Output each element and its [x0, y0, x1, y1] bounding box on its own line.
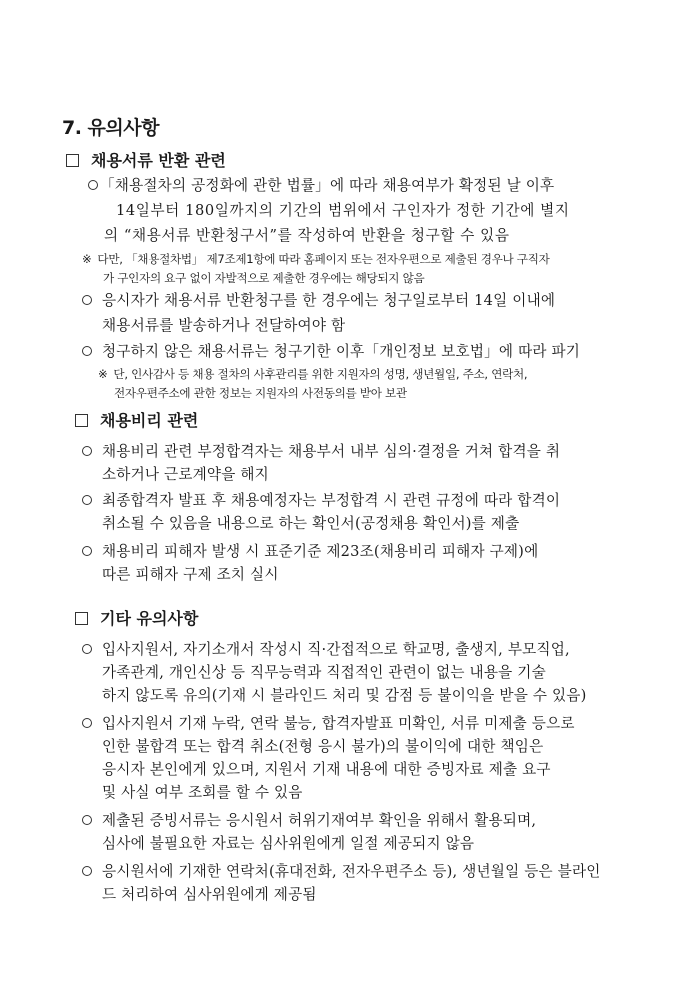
item-line: 응시자 본인에게 있으며, 지원서 기재 내용에 대한 증빙자료 제출 요구 [102, 761, 551, 778]
circle-bullet-icon [88, 180, 98, 190]
item-line: 채용서류를 발송하거나 전달하여야 함 [102, 317, 346, 334]
note-line: 가 구인자의 요구 없이 자발적으로 제출한 경우에는 해당되지 않음 [103, 271, 425, 285]
item-line: 입사지원서 기재 누락, 연락 불능, 합격자발표 미확인, 서류 미제출 등으로 [102, 715, 575, 732]
note-item [82, 251, 550, 267]
reference-mark-icon: ※ [98, 367, 108, 381]
circle-bullet-icon [82, 446, 92, 456]
item-line: 「채용절차의 공정화에 관한 법률」에 따라 채용여부가 확정된 날 이후 [100, 177, 555, 194]
circle-bullet-icon [82, 546, 92, 556]
item-line: 심사에 불필요한 자료는 심사위원에게 일절 제공되지 않음 [102, 835, 475, 852]
note-item [98, 366, 527, 382]
note-line: 단, 인사감사 등 채용 절차의 사후관리를 위한 지원자의 성명, 생년월일, 주소, 연락처, [113, 367, 528, 381]
item-line: 응시자가 채용서류 반환청구를 한 경우에는 청구일로부터 14일 이내에 [102, 292, 556, 309]
item-line: 따른 피해자 구제 조치 실시 [102, 566, 279, 583]
page-title: 7. 유의사항 [62, 117, 159, 139]
list-item [82, 712, 575, 733]
circle-bullet-icon [82, 866, 92, 876]
item-line: 하지 않도록 유의(기재 시 블라인드 처리 및 감점 등 불이익을 받을 수 있음) [102, 687, 587, 704]
item-line: 드 처리하여 심사위원에게 제공됨 [102, 886, 317, 903]
list-item [82, 540, 538, 561]
list-item [82, 638, 570, 659]
list-item [82, 860, 601, 881]
note-line: 다만, 「채용절차법」 제7조제1항에 따라 홈페이지 또는 전자우편으로 제출된 경우나 구직자 [97, 252, 550, 266]
item-line: 의 “채용서류 반환청구서”를 작성하여 반환을 청구할 수 있음 [104, 227, 510, 244]
checkbox-square-icon [66, 154, 79, 167]
list-item [82, 809, 536, 830]
circle-bullet-icon [82, 644, 92, 654]
item-line: 입사지원서, 자기소개서 작성시 직·간접적으로 학교명, 출생지, 부모직업, [102, 641, 570, 658]
note-line: 전자우편주소에 관한 정보는 지원자의 사전동의를 받아 보관 [114, 386, 407, 400]
item-line: 14일부터 180일까지의 기간의 범위에서 구인자가 정한 기간에 별지 [116, 202, 570, 219]
checkbox-square-icon [75, 612, 88, 625]
item-line: 소하거나 근로계약을 해지 [102, 466, 269, 483]
item-line: 가족관계, 개인신상 등 직무능력과 직접적인 관련이 없는 내용을 기술 [102, 664, 546, 681]
item-line: 인한 불합격 또는 합격 취소(전형 응시 불가)의 불이익에 대한 책임은 [102, 738, 544, 755]
section-heading-text: 기타 유의사항 [100, 609, 199, 628]
item-line: 취소될 수 있음을 내용으로 하는 확인서(공정채용 확인서)를 제출 [102, 515, 520, 532]
checkbox-square-icon [75, 414, 88, 427]
list-item [88, 174, 554, 195]
item-line: 및 사실 여부 조회를 할 수 있음 [102, 784, 303, 801]
reference-mark-icon: ※ [82, 252, 92, 266]
item-line: 청구하지 않은 채용서류는 청구기한 이후「개인정보 보호법」에 따라 파기 [102, 343, 581, 360]
section-heading-other-notes [75, 606, 198, 629]
item-line: 채용비리 피해자 발생 시 표준기준 제23조(채용비리 피해자 구제)에 [102, 543, 539, 560]
item-line: 제출된 증빙서류는 응시원서 허위기재여부 확인을 위해서 활용되며, [102, 812, 537, 829]
section-heading-hiring-corruption [75, 408, 198, 431]
item-line: 최종합격자 발표 후 채용예정자는 부정합격 시 관련 규정에 따라 합격이 [102, 492, 561, 509]
list-item [82, 289, 555, 310]
circle-bullet-icon [82, 346, 92, 356]
item-line: 채용비리 관련 부정합격자는 채용부서 내부 심의·결정을 거쳐 합격을 취 [102, 443, 561, 460]
list-item [82, 440, 560, 461]
section-heading-text: 채용서류 반환 관련 [91, 151, 226, 170]
circle-bullet-icon [82, 495, 92, 505]
circle-bullet-icon [82, 295, 92, 305]
list-item [82, 489, 560, 510]
item-line: 응시원서에 기재한 연락처(휴대전화, 전자우편주소 등), 생년월일 등은 블라인 [102, 863, 601, 880]
circle-bullet-icon [82, 718, 92, 728]
circle-bullet-icon [82, 815, 92, 825]
section-heading-document-return [66, 148, 226, 171]
section-heading-text: 채용비리 관련 [100, 411, 199, 430]
list-item [82, 340, 580, 361]
